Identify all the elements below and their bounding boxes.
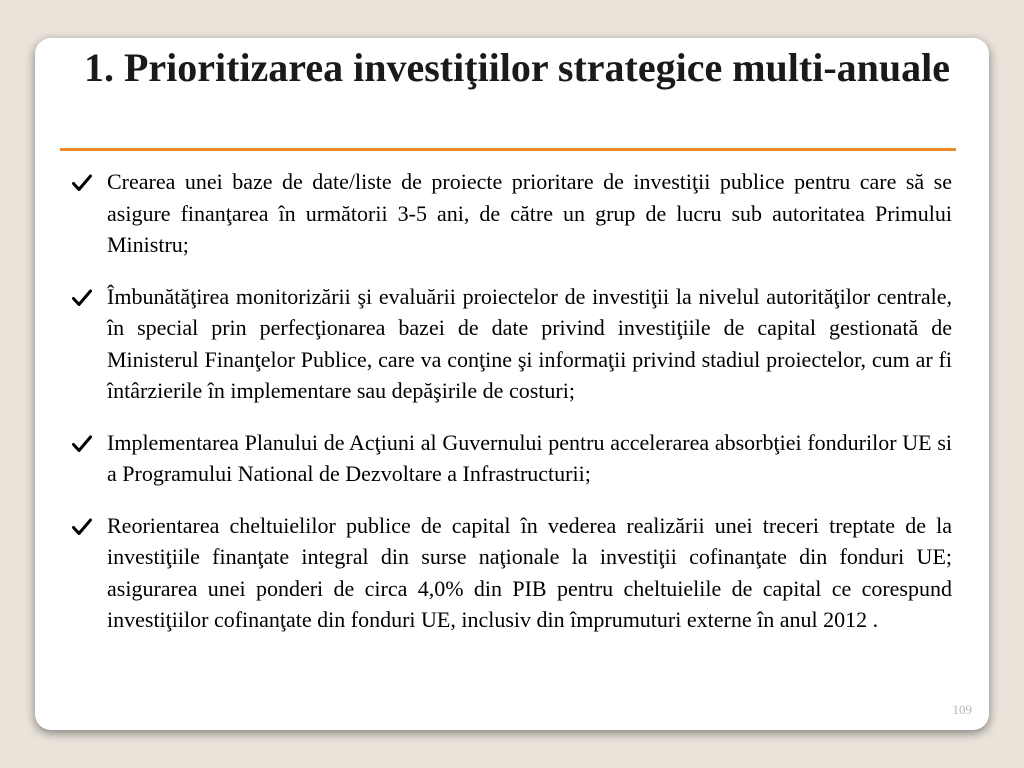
page-number: 109 (952, 702, 972, 717)
bullet-item (72, 427, 952, 490)
check-icon (72, 281, 92, 311)
bullet-text: Implementarea Planului de Acţiuni al Guvernului pentru accelerarea absorbţiei fondurilor UE si a Programului National de Dezvoltare a Infrastructurii; (107, 429, 952, 486)
bullet-list (72, 166, 952, 656)
check-icon (72, 166, 92, 196)
slide (35, 38, 989, 730)
bullet-text: Crearea unei baze de date/liste de proiecte prioritare de investiţii publice pentru care să se asigure finanţarea în următorii 3-5 ani, de către un grup de lucru sub autoritatea Primului Ministru; (107, 169, 952, 257)
bullet-item (72, 281, 952, 407)
bullet-text: Reorientarea cheltuielilor publice de capital în vederea realizării unei treceri treptate de la investiţiile finanţate integral din surse naţionale la investiţii cofinanţate din fonduri UE; asigurarea unei ponderi de circa 4,0% din PIB pentru cheltuielile de capital ce corespund investiţiilor cofinanţate din fonduri UE, inclusiv din împrumuturi externe în anul 2012 . (107, 512, 952, 632)
check-icon (72, 427, 92, 457)
slide-title: 1. Prioritizarea investiţiilor strategice multi-anuale (83, 45, 951, 90)
title-underline (60, 148, 956, 151)
bullet-text: Îmbunătăţirea monitorizării şi evaluării proiectelor de investiţii la nivelul autorităţilor centrale, în special prin perfecţionarea bazei de date privind investiţiile de capital gestionată de Ministerul Finanţelor Publice, care va conţine şi informaţii privind stadiul proiectelor, cum ar fi întârzierile în implementare sau depăşirile de costuri; (107, 283, 952, 403)
check-icon (72, 510, 92, 540)
bullet-item (72, 166, 952, 261)
bullet-item (72, 510, 952, 636)
